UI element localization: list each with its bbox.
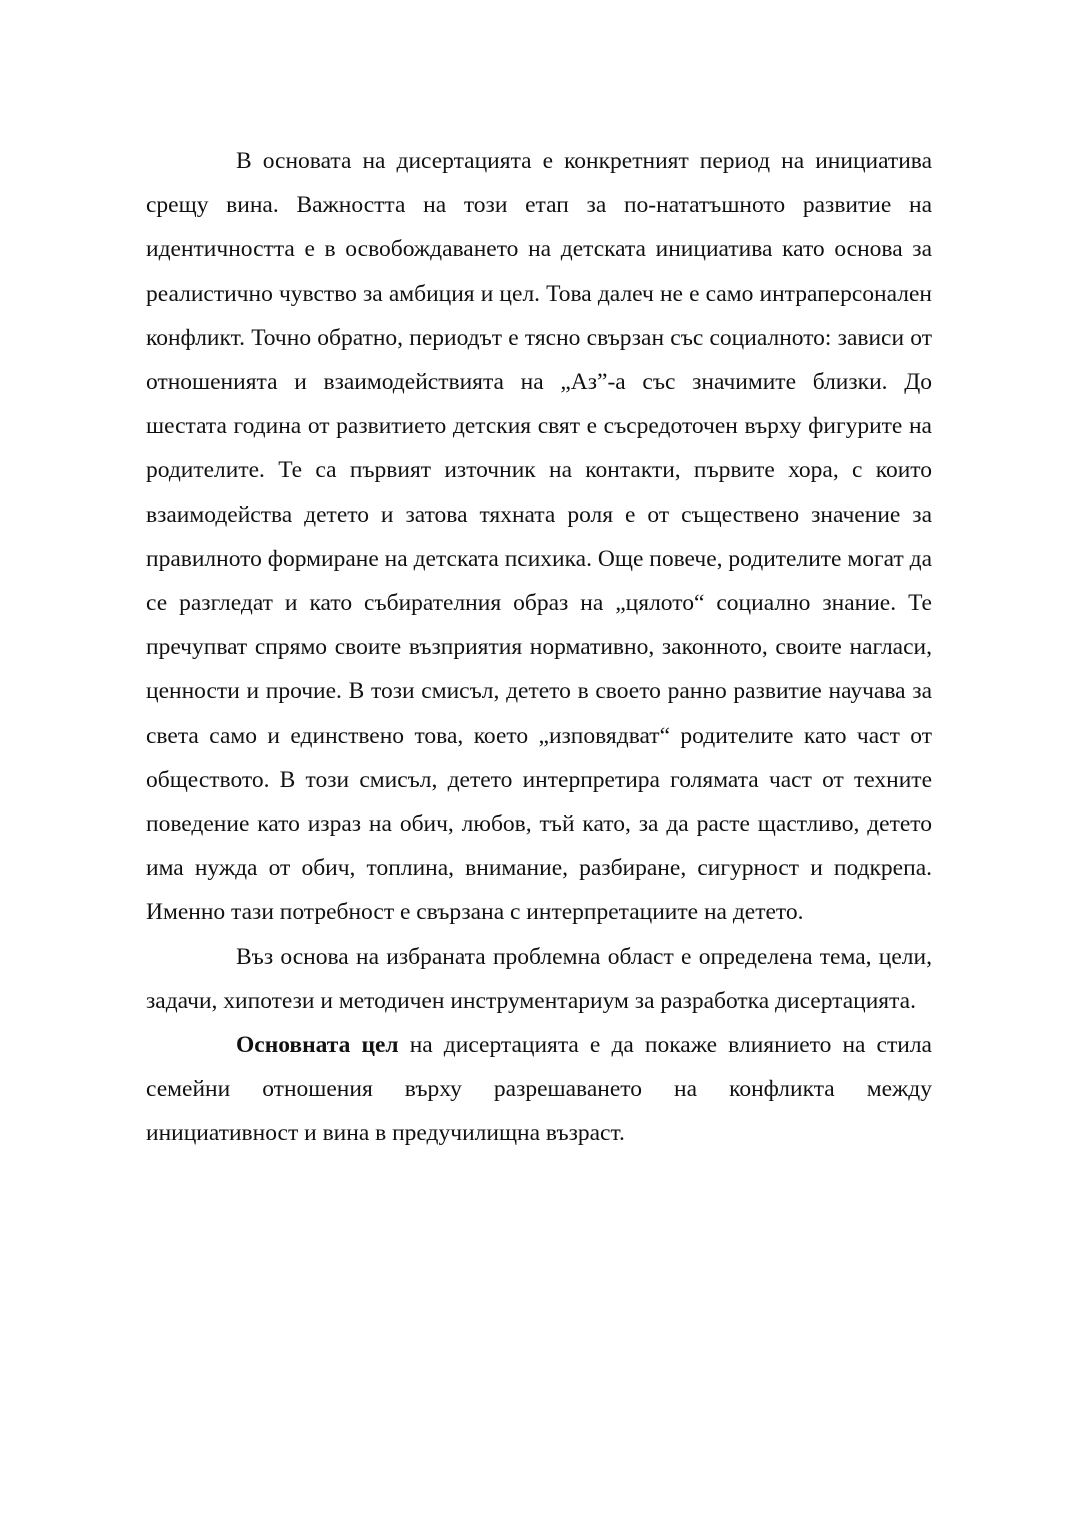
paragraph-scope-text: Въз основа на избраната проблемна област е определена тема, цели, задачи, хипотези и методичен инструментариум за разработка дисертацията. <box>146 943 932 1014</box>
body-text <box>146 139 932 1156</box>
main-goal-lead: Основната цел <box>236 1032 399 1059</box>
paragraph-scope <box>146 935 932 1023</box>
paragraph-main-goal-text: на дисертацията е да покаже влиянието на стила семейни отношения върху разрешаването на конфликта между инициативност и вина в предучилищна възраст. <box>146 1032 932 1147</box>
paragraph-main-goal <box>146 1023 932 1156</box>
paragraph-context <box>146 139 932 935</box>
paragraph-context-text: В основата на дисертацията е конкретният период на инициатива срещу вина. Важността на този етап за по-нататъшното развитие на идентичността е в освобождаването на детската инициатива като основа за реалистично чувство за амбиция и цел. Това далеч не е само интраперсонален конфликт. Точно обратно, периодът е тясно свързан със социалното: зависи от отношенията и взаимодействията на „Аз”-а със значимите близки. До шестата година от развитието детския свят е съсредоточен върху фигурите на родителите. Те са първият източник на контакти, първите хора, с които взаимодейства детето и затова тяхната роля е от съществено значение за правилното формиране на детската психика. Още повече, родителите могат да се разгледат и като събирателния образ на „цялото“ социално знание. Те пречупват спрямо своите възприятия нормативно, законното, своите нагласи, ценности и прочие. В този смисъл, детето в своето ранно развитие научава за света само и единствено това, което „изповядват“ родителите като част от обществото. В този смисъл, детето интерпретира голямата част от техните поведение като израз на обич, любов, тъй като, за да расте щастливо, детето има нужда от обич, топлина, внимание, разбиране, сигурност и подкрепа. Именно тази потребност е свързана с интерпретациите на детето. <box>146 148 932 926</box>
